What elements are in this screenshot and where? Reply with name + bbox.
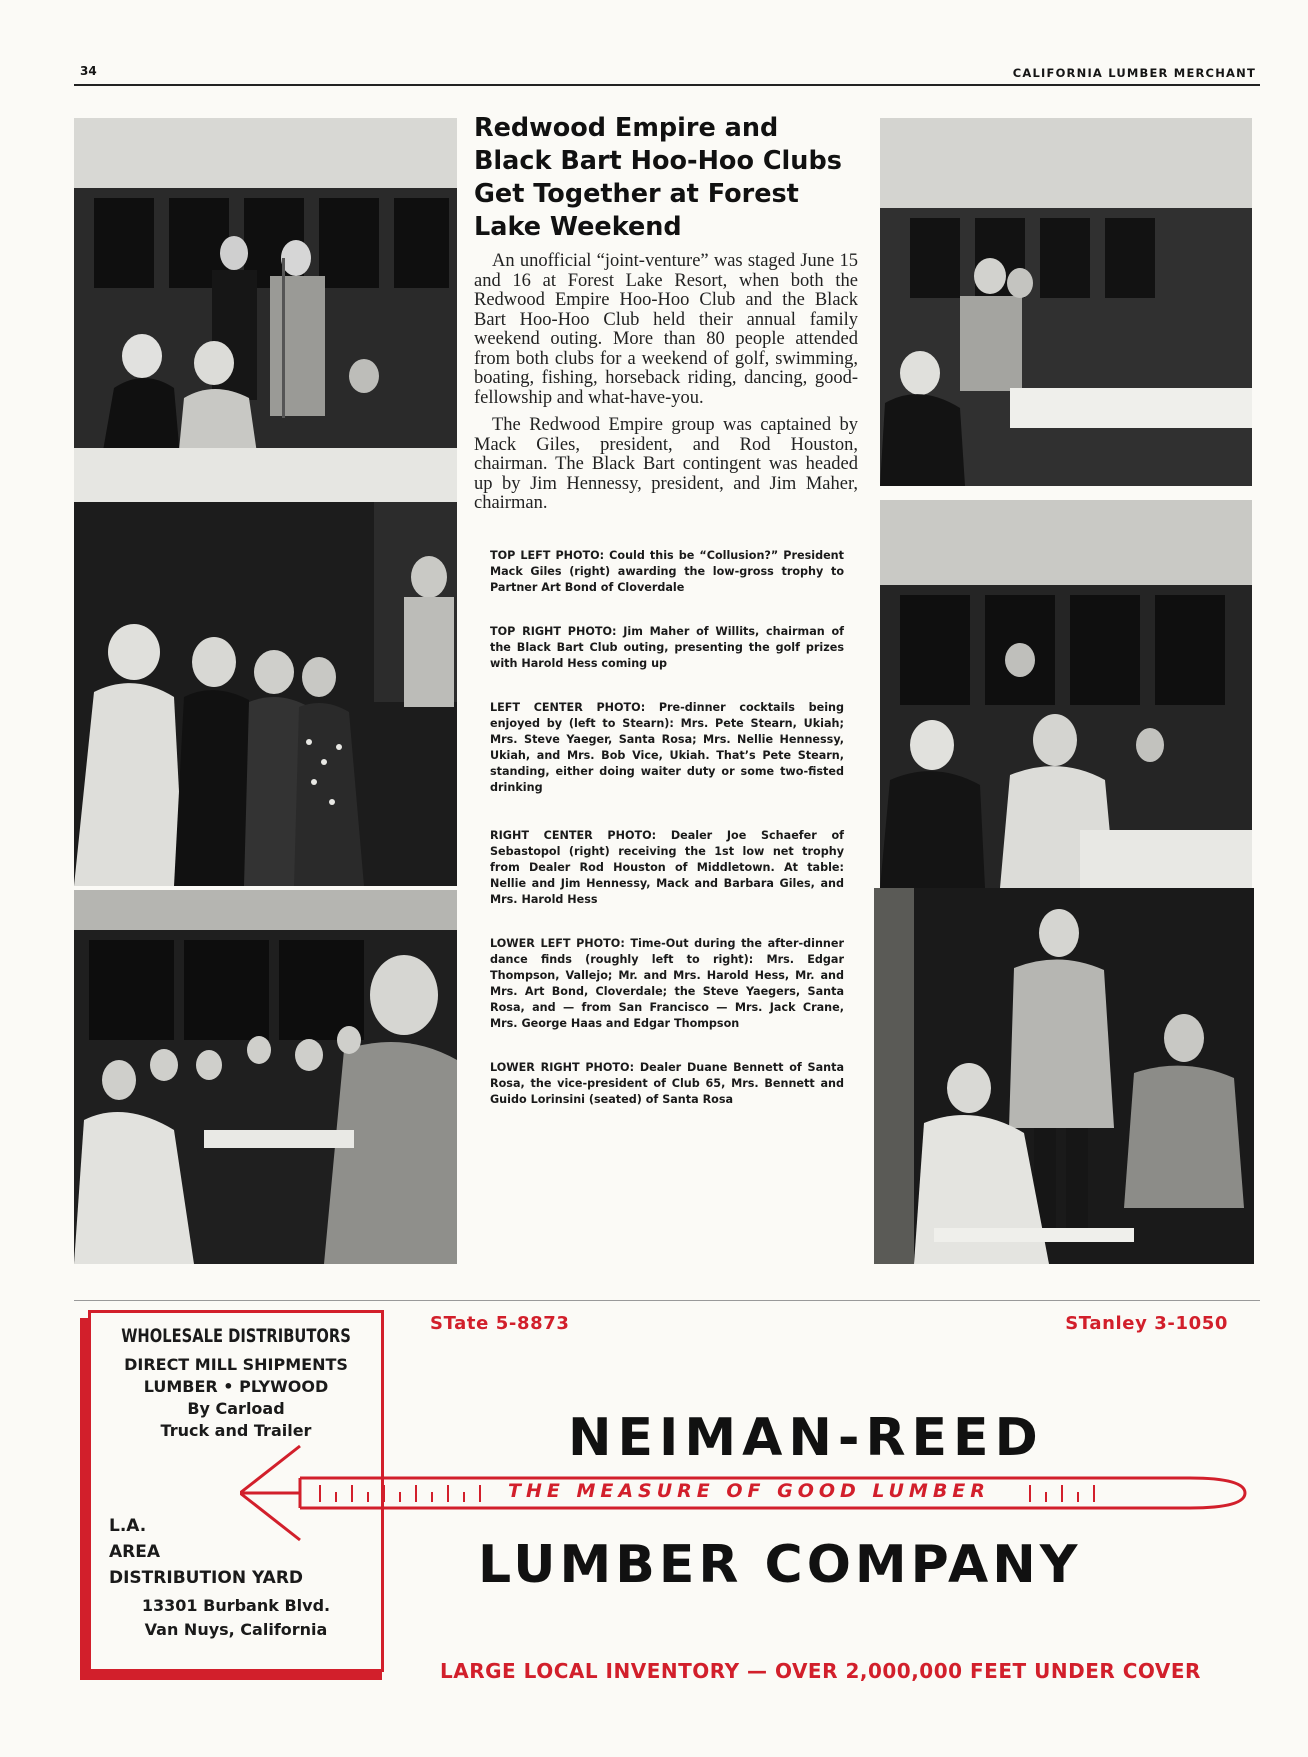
ad-box-area: DISTRIBUTION YARD (109, 1568, 304, 1588)
article-paragraph: An unofficial “joint-venture” was staged June 15 and 16 at Forest Lake Resort, when both the Redwood Empire Hoo-Hoo Club and the Black Bart Hoo-Hoo Club held their annual family weekend outing. More than 80 people attended from both clubs for a weekend of golf, swimming, boating, fishing, horseback riding, dancing, good-fellowship and what-have-you. (474, 251, 858, 408)
ad-company-name-line2: LUMBER COMPANY (478, 1535, 1082, 1595)
ad-footer-text: LARGE LOCAL INVENTORY — OVER 2,000,000 FEET UNDER COVER (440, 1659, 1201, 1683)
photo-caption-top-left: TOP LEFT PHOTO: Could this be “Collusion?” President Mack Giles (right) awarding the low-gross trophy to Partner Art Bond of Cloverdale (490, 548, 844, 594)
publication-title: CALIFORNIA LUMBER MERCHANT (1012, 66, 1256, 80)
article (474, 112, 858, 1108)
ad-box-line: Truck and Trailer (160, 1421, 312, 1440)
ad-phone-left: STate 5-8873 (430, 1313, 570, 1334)
header-rule (74, 84, 1260, 86)
ad-box-area: L.A. (109, 1516, 147, 1536)
ad-box-line: LUMBER • PLYWOOD (143, 1377, 329, 1396)
ad-box-area: AREA (109, 1542, 161, 1562)
photo-left-center (74, 502, 457, 886)
photo-lower-right (874, 888, 1254, 1264)
photo-top-left (74, 118, 457, 502)
ad-box-address: Van Nuys, California (144, 1620, 328, 1639)
ad-phone-right: STanley 3-1050 (1065, 1313, 1228, 1334)
photo-lower-left (74, 890, 457, 1264)
article-headline: Redwood Empire and Black Bart Hoo-Hoo Clubs Get Together at Forest Lake Weekend (474, 113, 842, 242)
photo-right-center (880, 500, 1252, 888)
ad-slogan: THE MEASURE OF GOOD LUMBER (508, 1480, 990, 1502)
photo-caption-left-center: LEFT CENTER PHOTO: Pre-dinner cocktails being enjoyed by (left to Stearn): Mrs. Pete Stearn, Ukiah; Mrs. Steve Yaeger, Santa Rosa; Mrs. Nellie Hennessy, Ukiah, and Mrs. Bob Vice, Ukiah. That’s Pete Stearn, standing, either doing waiter duty or some two-fisted drinking (490, 700, 844, 794)
photo-caption-right-center: RIGHT CENTER PHOTO: Dealer Joe Schaefer of Sebastopol (right) receiving the 1st low net trophy from Dealer Rod Houston of Middletown. At table: Nellie and Jim Hennessy, Mack and Barbara Giles, and Mrs. Harold Hess (490, 828, 844, 906)
ad-box-line: By Carload (187, 1399, 285, 1418)
ad-company-name: NEIMAN-REED (568, 1408, 1044, 1468)
article-paragraph: The Redwood Empire group was captained by Mack Giles, president, and Rod Houston, chairman. The Black Bart contingent was headed up by Jim Hennessy, president, and Jim Maher, chairman. (474, 415, 858, 513)
ad-divider (74, 1300, 1260, 1301)
ad-box-title: WHOLESALE DISTRIBUTORS (121, 1325, 351, 1347)
photo-caption-lower-right: LOWER RIGHT PHOTO: Dealer Duane Bennett of Santa Rosa, the vice-president of Club 65, Mrs. Bennett and Guido Lorinsini (seated) of Santa Rosa (490, 1060, 844, 1106)
photo-caption-lower-left: LOWER LEFT PHOTO: Time-Out during the after-dinner dance finds (roughly left to right): Mrs. Edgar Thompson, Vallejo; Mr. and Mrs. Harold Hess, Mr. and Mrs. Art Bond, Cloverdale; the Steve Yaegers, Santa Rosa, and — from San Francisco — Mrs. Jack Crane, Mrs. George Haas and Edgar Thompson (490, 936, 844, 1030)
page-number: 34 (80, 64, 97, 78)
ad-box-address: 13301 Burbank Blvd. (141, 1596, 331, 1615)
photo-top-right (880, 118, 1252, 486)
ad-box-line: DIRECT MILL SHIPMENTS (124, 1355, 348, 1374)
photo-caption-top-right: TOP RIGHT PHOTO: Jim Maher of Willits, chairman of the Black Bart Club outing, presenting the golf prizes with Harold Hess coming up (490, 624, 844, 670)
